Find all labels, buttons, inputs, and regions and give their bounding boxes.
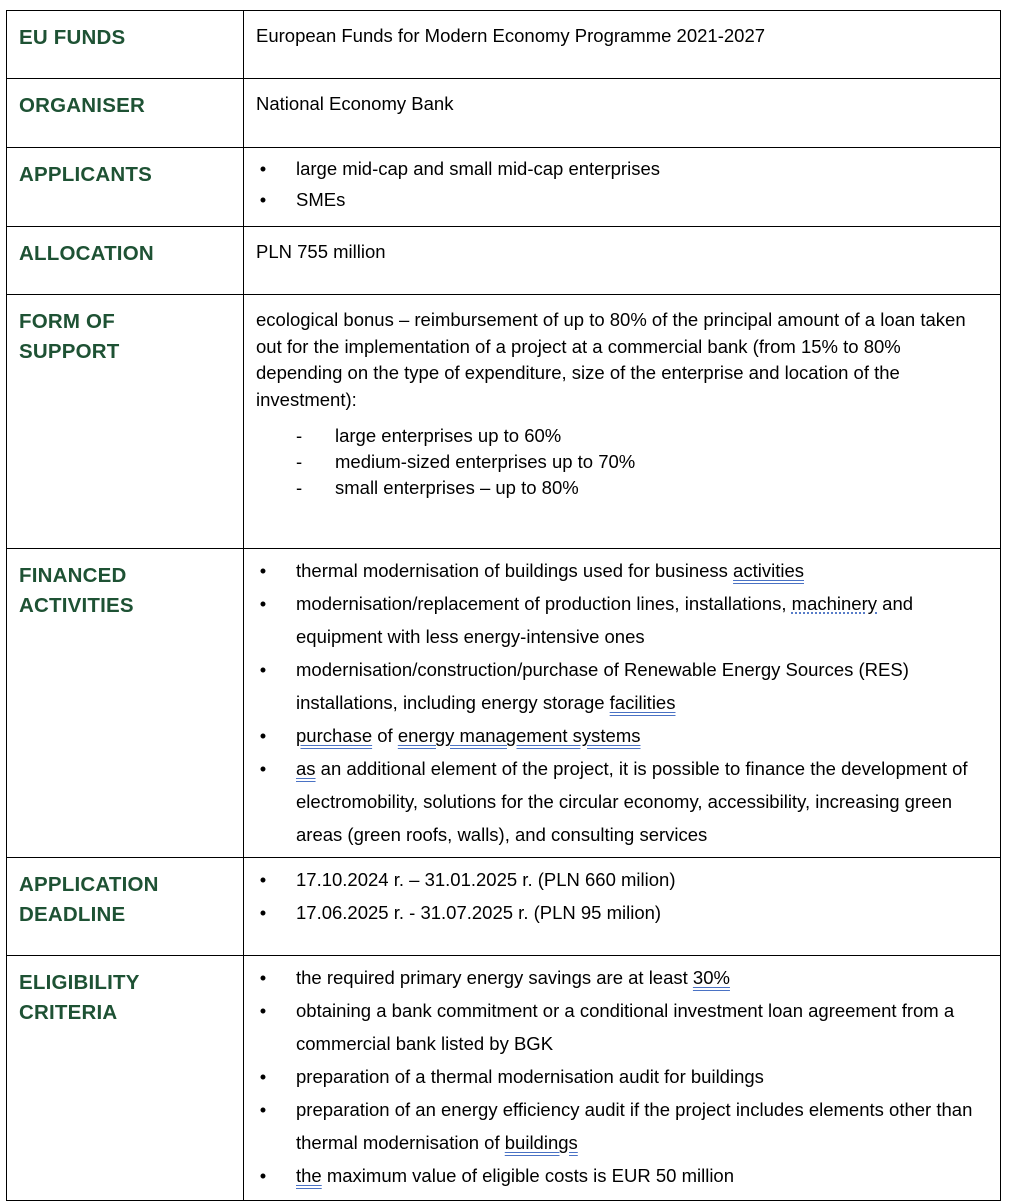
value-cell — [244, 227, 1001, 295]
activity-text: modernisation/construction/purchase of Renewable Energy Sources (RES) installations, including energy storage — [296, 659, 909, 713]
eligibility-list — [256, 961, 1000, 1192]
list-item — [256, 961, 1000, 994]
row-label-form-of-support — [19, 307, 243, 366]
list-item — [256, 653, 1000, 719]
table-row-financed-activities — [7, 549, 1001, 858]
value-cell — [244, 549, 1001, 858]
financed-activities-list — [256, 554, 1000, 851]
row-label-organiser: ORGANISER — [19, 94, 145, 117]
table-row-form-of-support — [7, 295, 1001, 549]
activity-text-underlined: activities — [733, 560, 804, 581]
row-label-applicants: APPLICANTS — [19, 163, 152, 186]
label-line: ACTIVITIES — [19, 593, 134, 617]
list-item — [256, 449, 1000, 475]
dash-icon: - — [296, 425, 303, 446]
criterion-text-underlined: the — [296, 1165, 322, 1186]
applicant-text: large mid-cap and small mid-cap enterprises — [296, 158, 660, 179]
value-cell — [244, 11, 1001, 79]
deadline-text: 17.10.2024 r. – 31.01.2025 r. (PLN 660 milion) — [296, 869, 676, 890]
form-of-support-intro: ecological bonus – reimbursement of up to 80% of the principal amount of a loan taken out for the implementation of a project at a commercial bank (from 15% to 80% depending on the type of expenditure, size of the enterprise and location of the investment): — [256, 309, 966, 410]
list-item — [256, 752, 1000, 851]
label-cell — [7, 148, 244, 227]
bullet-icon: • — [259, 1099, 267, 1120]
bullet-icon: • — [259, 967, 267, 988]
list-item — [256, 1093, 1000, 1159]
row-label-eligibility-criteria — [19, 968, 243, 1027]
table-row-applicants — [7, 148, 1001, 227]
criterion-text-underlined: 30% — [692, 967, 730, 988]
dash-icon: - — [296, 477, 303, 498]
list-item — [256, 719, 1000, 752]
applicants-list — [256, 153, 1000, 215]
activity-text: modernisation/replacement of production lines, installations, — [296, 593, 792, 614]
criterion-text: maximum value of eligible costs is EUR 50 million — [321, 1165, 735, 1186]
table-row-eligibility-criteria — [7, 956, 1001, 1201]
activity-text-underlined: facilities — [609, 692, 676, 713]
label-line: FINANCED — [19, 564, 127, 587]
dash-icon: - — [296, 451, 303, 472]
organiser-value: National Economy Bank — [256, 93, 454, 114]
label-cell — [7, 956, 244, 1201]
list-item — [256, 1060, 1000, 1093]
eu-funds-value: European Funds for Modern Economy Programme 2021-2027 — [256, 25, 766, 46]
label-line: APPLICATION — [19, 873, 159, 896]
bullet-icon: • — [259, 758, 267, 779]
bullet-icon: • — [259, 1066, 267, 1087]
row-label-allocation: ALLOCATION — [19, 242, 154, 265]
support-level-text: small enterprises – up to 80% — [335, 477, 579, 498]
row-label-financed-activities — [19, 561, 243, 620]
activity-text: of — [372, 725, 398, 746]
bullet-icon: • — [259, 725, 267, 746]
table-row-organiser — [7, 79, 1001, 148]
label-cell — [7, 11, 244, 79]
label-cell — [7, 227, 244, 295]
criterion-text: preparation of a thermal modernisation audit for buildings — [296, 1066, 764, 1087]
label-cell — [7, 858, 244, 956]
list-item — [256, 863, 1000, 896]
support-level-text: large enterprises up to 60% — [335, 425, 562, 446]
criterion-text-underlined: buildings — [504, 1132, 578, 1153]
row-label-eu-funds: EU FUNDS — [19, 26, 126, 49]
activity-text: and equipment with less energy-intensive ones — [296, 593, 914, 647]
list-item — [256, 153, 1000, 185]
deadlines-list — [256, 863, 1000, 929]
label-line: DEADLINE — [19, 902, 126, 926]
bullet-icon: • — [259, 1000, 267, 1021]
criterion-text: obtaining a bank commitment or a conditional investment loan agreement from a commercial bank listed by BGK — [296, 1000, 955, 1054]
list-item — [256, 896, 1000, 929]
bullet-icon: • — [259, 158, 267, 179]
activity-text-underlined: as — [296, 758, 316, 779]
criterion-text: the required primary energy savings are at least — [296, 967, 693, 988]
list-item — [256, 587, 1000, 653]
label-line: SUPPORT — [19, 339, 120, 363]
support-level-text: medium-sized enterprises up to 70% — [335, 451, 636, 472]
table-row-allocation — [7, 227, 1001, 295]
bullet-icon: • — [259, 902, 267, 923]
activity-text-underlined: machinery — [791, 593, 878, 614]
list-item — [256, 423, 1000, 449]
applicant-text: SMEs — [296, 189, 346, 210]
criterion-text: preparation of an energy efficiency audit if the project includes elements other than thermal modernisation of — [296, 1099, 973, 1153]
label-cell — [7, 295, 244, 549]
value-cell — [244, 956, 1001, 1201]
value-cell — [244, 295, 1001, 549]
value-cell — [244, 79, 1001, 148]
bullet-icon: • — [259, 1165, 267, 1186]
bullet-icon: • — [259, 659, 267, 680]
funding-info-table — [6, 10, 1001, 1201]
activity-text: an additional element of the project, it is possible to finance the development of electromobility, solutions for the circular economy, accessibility, increasing green areas (green roofs, walls), and consulting services — [296, 758, 968, 845]
list-item — [256, 994, 1000, 1060]
table-row-eu-funds — [7, 11, 1001, 79]
bullet-icon: • — [259, 560, 267, 581]
bullet-icon: • — [259, 189, 267, 210]
label-cell — [7, 549, 244, 858]
bullet-icon: • — [259, 593, 267, 614]
bullet-icon: • — [259, 869, 267, 890]
table-row-application-deadline — [7, 858, 1001, 956]
label-line: ELIGIBILITY — [19, 971, 140, 994]
value-cell — [244, 858, 1001, 956]
allocation-value: PLN 755 million — [256, 241, 386, 262]
list-item — [256, 475, 1000, 501]
activity-text-underlined: purchase — [296, 725, 373, 746]
label-line: CRITERIA — [19, 1000, 118, 1024]
list-item — [256, 1159, 1000, 1192]
label-cell — [7, 79, 244, 148]
row-label-application-deadline — [19, 870, 243, 929]
activity-text-underlined: energy management systems — [397, 725, 641, 746]
value-cell — [244, 148, 1001, 227]
label-line: FORM OF — [19, 310, 115, 333]
list-item — [256, 185, 1000, 215]
activity-text: thermal modernisation of buildings used for business — [296, 560, 734, 581]
deadline-text: 17.06.2025 r. - 31.07.2025 r. (PLN 95 milion) — [296, 902, 662, 923]
list-item — [256, 554, 1000, 587]
support-levels-list — [256, 423, 1000, 501]
